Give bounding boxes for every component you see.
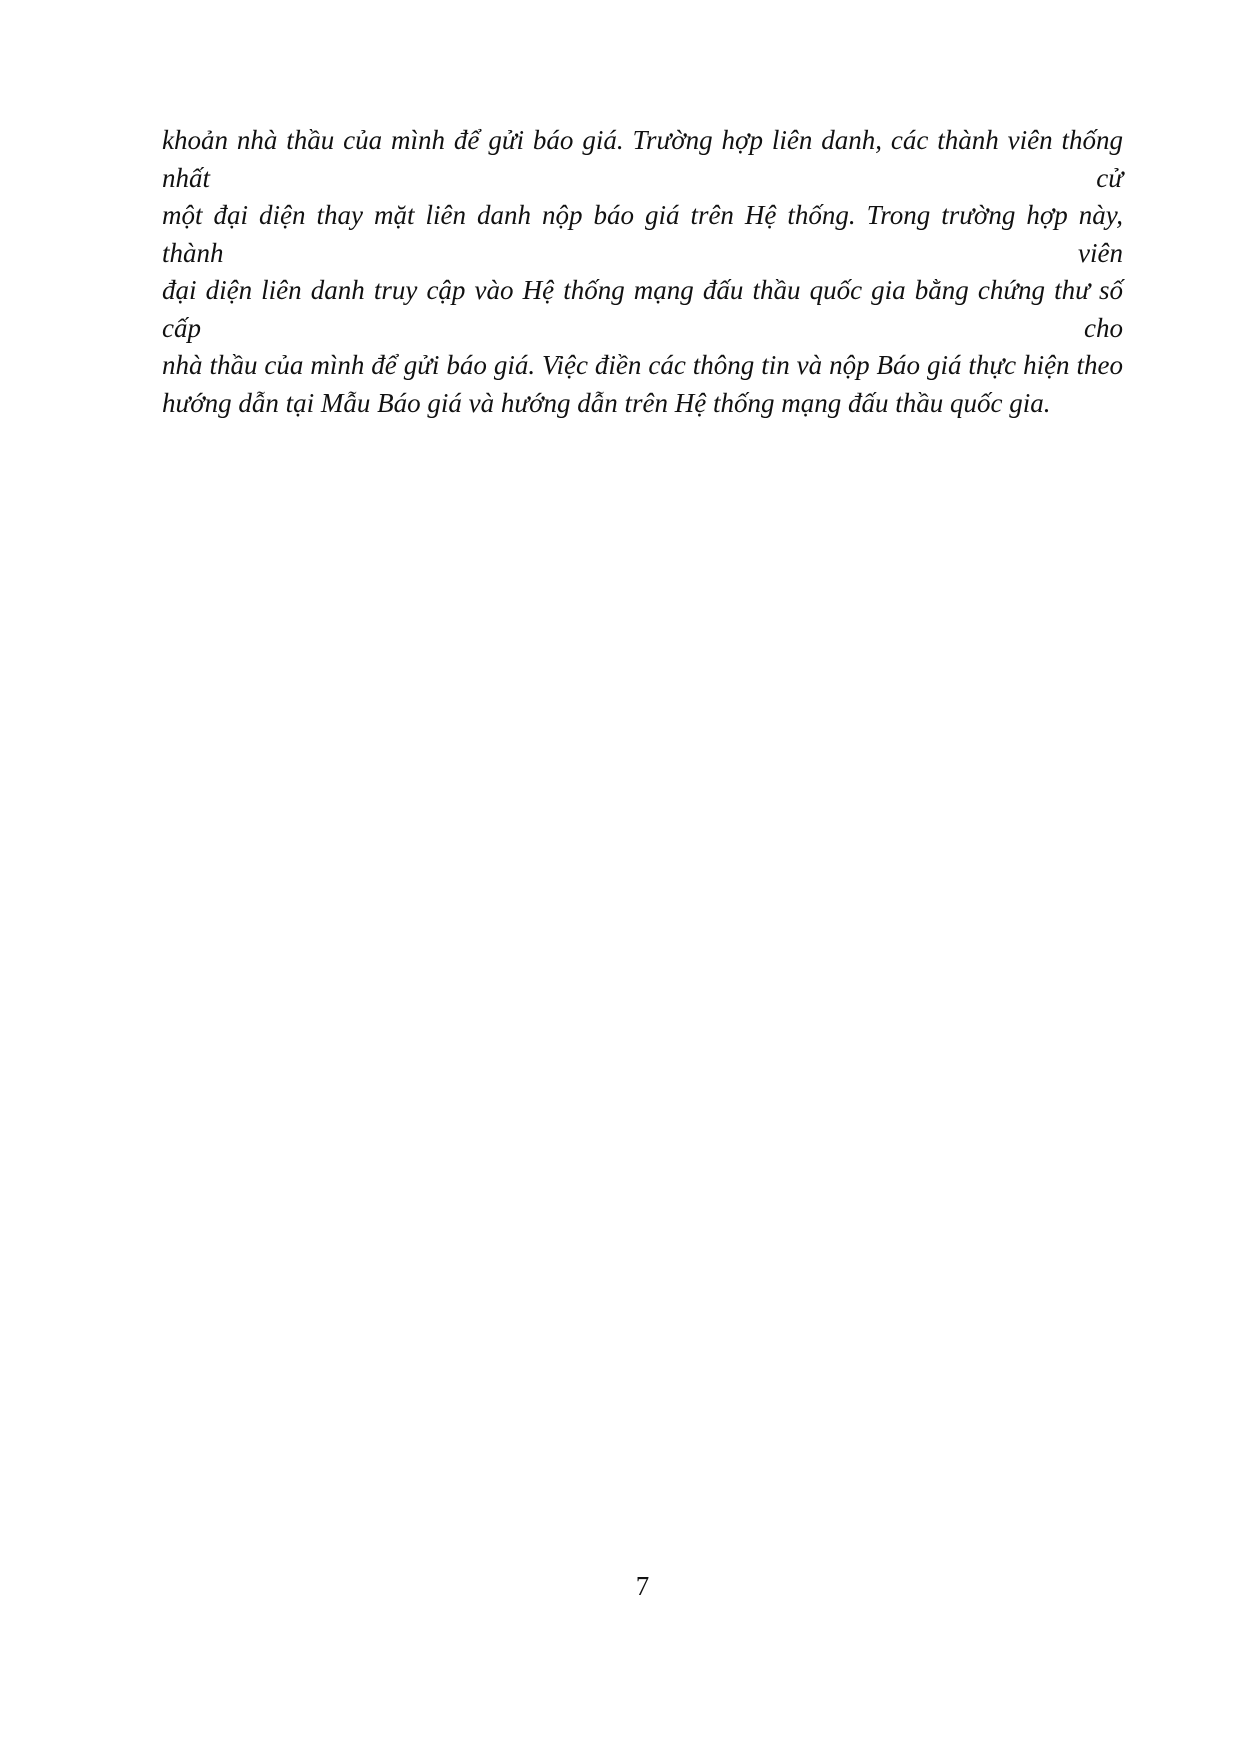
paragraph-line: đại diện liên danh truy cập vào Hệ thống mạng đấu thầu quốc gia bằng chứng thư số cấp cho: [162, 275, 1123, 343]
page-number: 7: [635, 1571, 650, 1601]
paragraph-line: khoản nhà thầu của mình để gửi báo giá. Trường hợp liên danh, các thành viên thống nhất cử: [162, 125, 1123, 193]
paragraph-line: hướng dẫn tại Mẫu Báo giá và hướng dẫn trên Hệ thống mạng đấu thầu quốc gia.: [162, 387, 1051, 418]
body-paragraph: [162, 122, 1123, 422]
paragraph-line: nhà thầu của mình để gửi báo giá. Việc điền các thông tin và nộp Báo giá thực hiện theo: [162, 350, 1123, 380]
paragraph-line: một đại diện thay mặt liên danh nộp báo giá trên Hệ thống. Trong trường hợp này, thành viên: [162, 200, 1123, 268]
